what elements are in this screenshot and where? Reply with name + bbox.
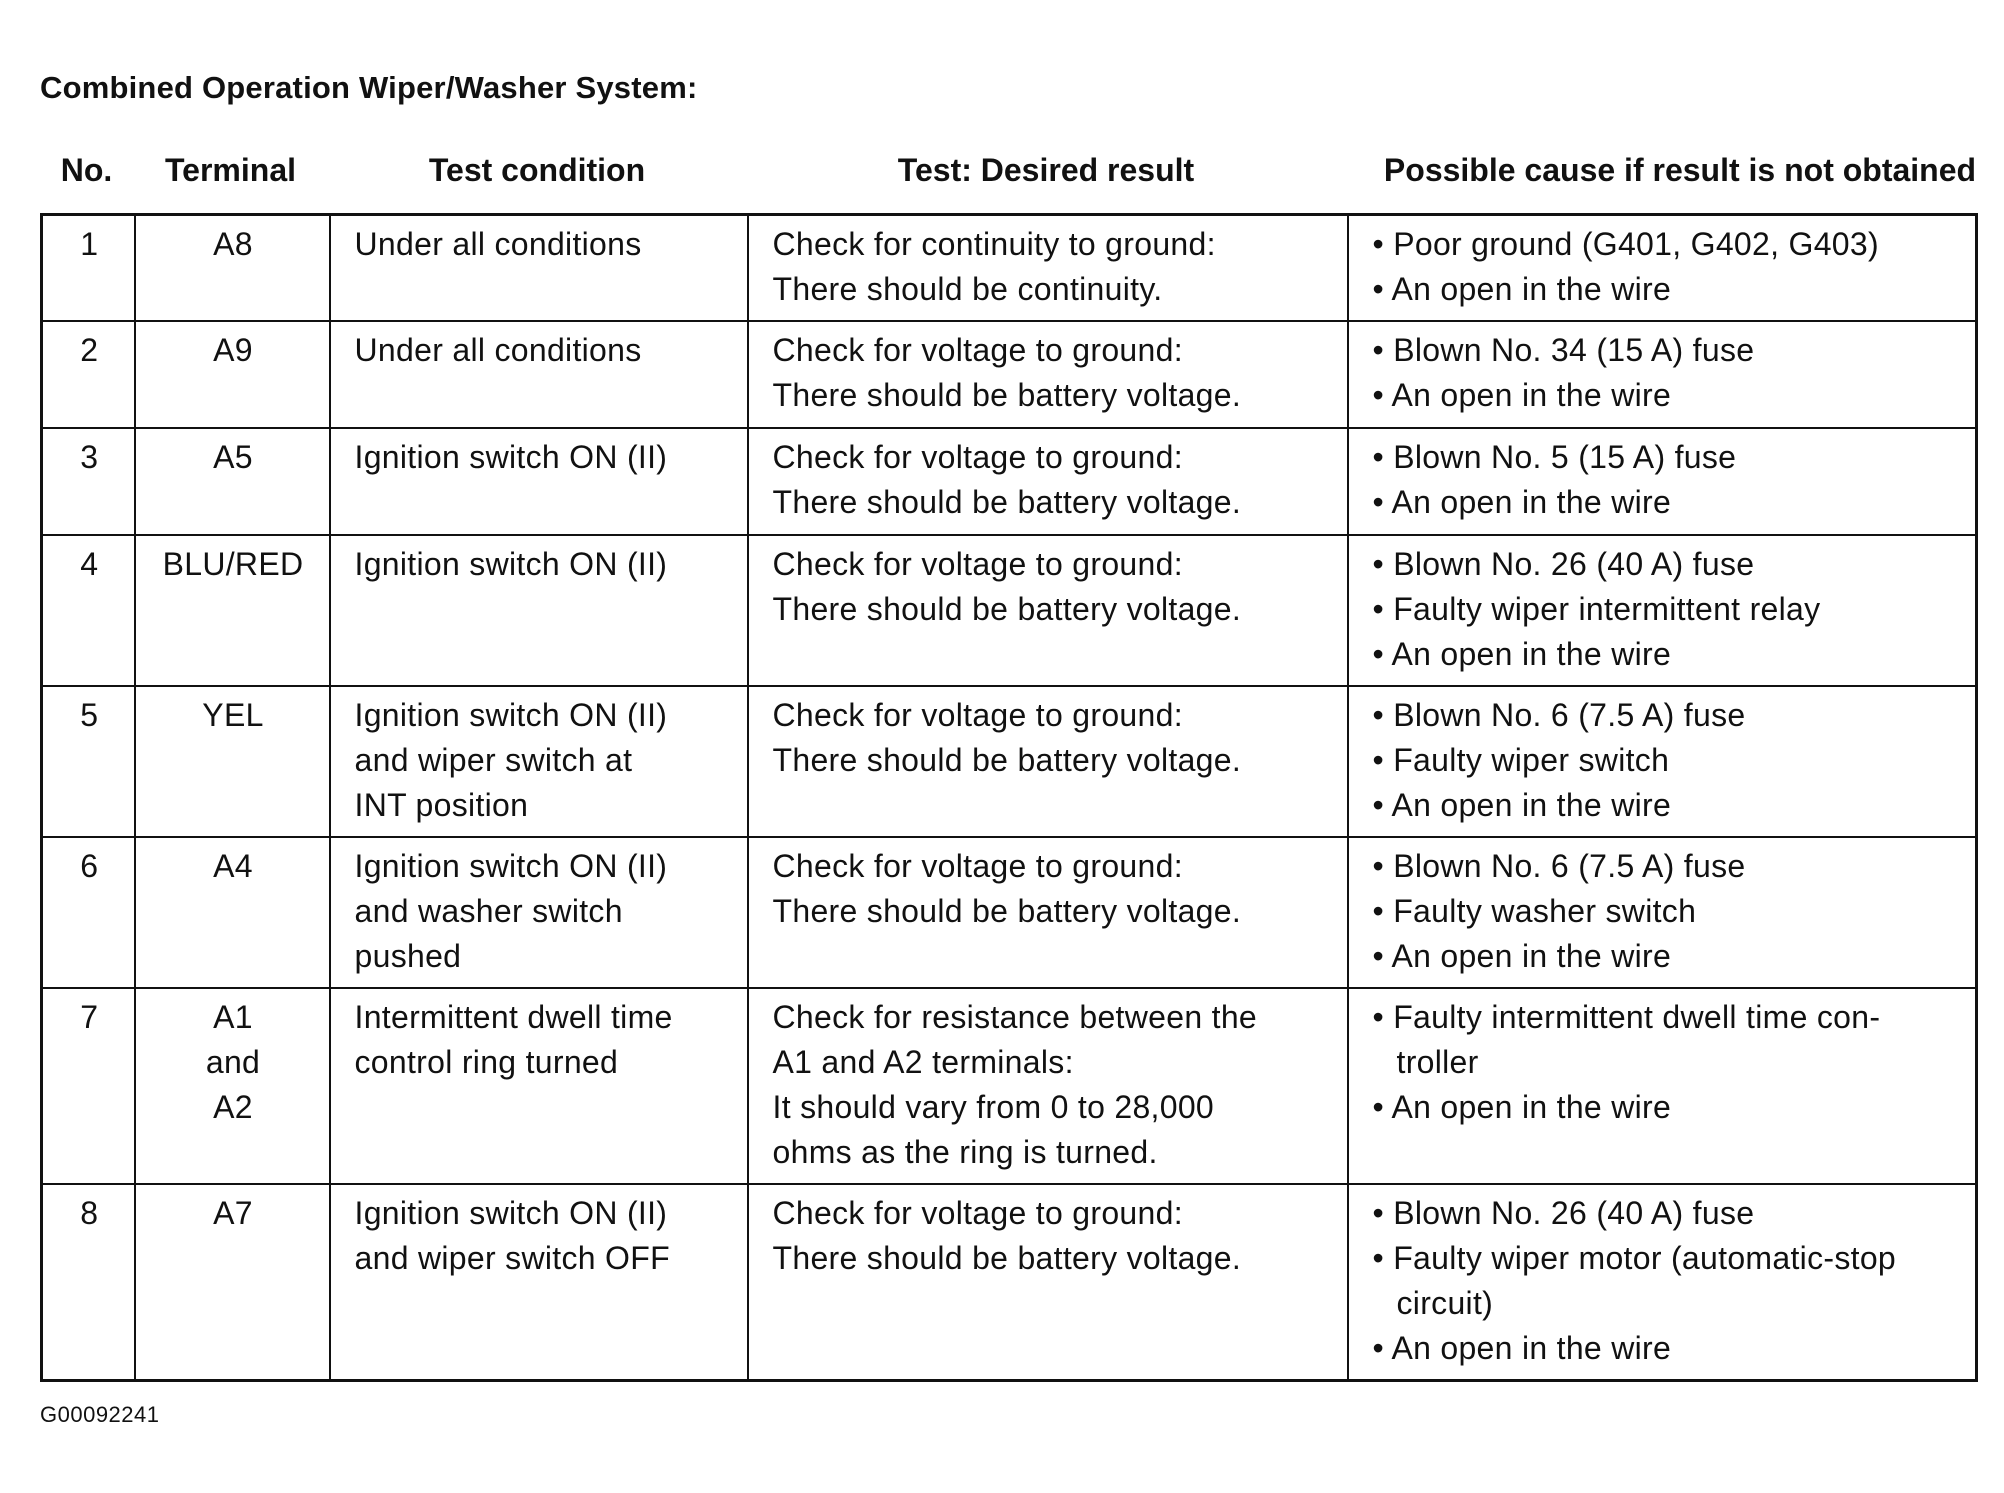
figure-id: G00092241 [40,1402,160,1427]
terminal-line: BLU/RED [162,546,304,582]
table-row [42,535,1977,686]
test-condition-cell [330,535,748,686]
condition-line: pushed [354,938,462,974]
result-line: It should vary from 0 to 28,000 [772,1089,1215,1125]
table-row [42,321,1977,428]
test-condition-cell [330,321,748,428]
possible-cause-cell [1348,321,1977,428]
result-line: Check for voltage to ground: [772,332,1183,368]
terminal-cell [135,321,330,428]
result-line: There should be battery voltage. [772,1240,1242,1276]
terminal-line: and [205,1044,261,1080]
result-line: There should be battery voltage. [772,893,1242,929]
result-line: Check for voltage to ground: [772,1195,1183,1231]
terminal-line: A2 [213,1089,253,1125]
terminal-cell [135,686,330,837]
result-line: Check for voltage to ground: [772,697,1183,733]
cause-item: • Blown No. 6 (7.5 A) fuse [1373,844,1954,889]
cause-item: • An open in the wire [1373,1326,1954,1371]
result-line: There should be battery voltage. [772,591,1242,627]
result-line: There should be battery voltage. [772,377,1242,413]
terminal-line: YEL [202,697,264,733]
table-row [42,988,1977,1184]
condition-line: and washer switch [354,893,623,929]
cause-item: • An open in the wire [1373,267,1954,312]
row-number: 1 [42,215,135,322]
result-line: Check for voltage to ground: [772,439,1183,475]
terminal-cell [135,428,330,535]
table-row [42,428,1977,535]
row-number: 6 [42,837,135,988]
table-header [40,152,1977,208]
condition-line: Ignition switch ON (II) [354,697,668,733]
cause-item: • An open in the wire [1373,783,1954,828]
header-test-condition: Test condition [428,152,646,188]
terminal-line: A9 [213,332,253,368]
test-condition-cell [330,1184,748,1381]
table-row [42,215,1977,322]
desired-result-cell [748,988,1348,1184]
possible-cause-cell [1348,988,1977,1184]
condition-line: Ignition switch ON (II) [354,848,668,884]
terminal-line: A1 [213,999,253,1035]
header-test-desired-result: Test: Desired result [897,152,1195,188]
condition-line: Intermittent dwell time [354,999,673,1035]
header-terminal: Terminal [165,152,296,188]
possible-cause-cell [1348,837,1977,988]
desired-result-cell [748,686,1348,837]
desired-result-cell [748,215,1348,322]
cause-item: • Blown No. 5 (15 A) fuse [1373,435,1954,480]
condition-line: Ignition switch ON (II) [354,1195,668,1231]
row-number: 4 [42,535,135,686]
result-line: Check for resistance between the [772,999,1258,1035]
test-condition-cell [330,686,748,837]
terminal-line: A5 [213,439,253,475]
condition-line: Ignition switch ON (II) [354,546,668,582]
cause-item: • Faulty wiper motor (automatic-stop circuit) [1373,1236,1954,1326]
condition-line: INT position [354,787,529,823]
cause-item: • Blown No. 26 (40 A) fuse [1373,542,1954,587]
desired-result-cell [748,837,1348,988]
desired-result-cell [748,1184,1348,1381]
condition-line: Under all conditions [354,332,642,368]
result-line: Check for voltage to ground: [772,848,1183,884]
condition-line: and wiper switch OFF [354,1240,670,1276]
terminal-cell [135,837,330,988]
cause-item: • An open in the wire [1373,373,1954,418]
cause-item: • Faulty wiper switch [1373,738,1954,783]
test-condition-cell [330,215,748,322]
possible-cause-cell [1348,535,1977,686]
terminal-cell [135,215,330,322]
condition-line: and wiper switch at [354,742,633,778]
test-condition-cell [330,988,748,1184]
wiper-washer-test-table [40,213,1978,1382]
desired-result-cell [748,535,1348,686]
result-line: Check for voltage to ground: [772,546,1183,582]
table-row [42,686,1977,837]
row-number: 2 [42,321,135,428]
cause-item: • Blown No. 26 (40 A) fuse [1373,1191,1954,1236]
cause-item: • Faulty intermittent dwell time con-troller [1373,995,1954,1085]
test-condition-cell [330,428,748,535]
possible-cause-cell [1348,686,1977,837]
cause-item: • Blown No. 6 (7.5 A) fuse [1373,693,1954,738]
terminal-cell [135,988,330,1184]
terminal-cell [135,535,330,686]
condition-line: control ring turned [354,1044,619,1080]
cause-item: • An open in the wire [1373,632,1954,677]
result-line: There should be continuity. [772,271,1163,307]
row-number: 3 [42,428,135,535]
desired-result-cell [748,428,1348,535]
condition-line: Under all conditions [354,226,642,262]
result-line: Check for continuity to ground: [772,226,1216,262]
row-number: 5 [42,686,135,837]
result-line: A1 and A2 terminals: [772,1044,1074,1080]
terminal-cell [135,1184,330,1381]
header-no: No. [60,152,113,188]
result-line: There should be battery voltage. [772,742,1242,778]
possible-cause-cell [1348,428,1977,535]
condition-line: Ignition switch ON (II) [354,439,668,475]
row-number: 8 [42,1184,135,1381]
cause-item: • Blown No. 34 (15 A) fuse [1373,328,1954,373]
result-line: ohms as the ring is turned. [772,1134,1158,1170]
desired-result-cell [748,321,1348,428]
terminal-line: A7 [213,1195,253,1231]
test-condition-cell [330,837,748,988]
possible-cause-cell [1348,1184,1977,1381]
cause-item: • An open in the wire [1373,1085,1954,1130]
cause-item: • Faulty washer switch [1373,889,1954,934]
possible-cause-cell [1348,215,1977,322]
cause-item: • Poor ground (G401, G402, G403) [1373,222,1954,267]
terminal-line: A4 [213,848,253,884]
result-line: There should be battery voltage. [772,484,1242,520]
page-title: Combined Operation Wiper/Washer System: [40,70,698,105]
cause-item: • Faulty wiper intermittent relay [1373,587,1954,632]
table-row [42,837,1977,988]
row-number: 7 [42,988,135,1184]
header-possible-cause: Possible cause if result is not obtained [1383,152,1977,188]
cause-item: • An open in the wire [1373,934,1954,979]
terminal-line: A8 [213,226,253,262]
table-row [42,1184,1977,1381]
cause-item: • An open in the wire [1373,480,1954,525]
